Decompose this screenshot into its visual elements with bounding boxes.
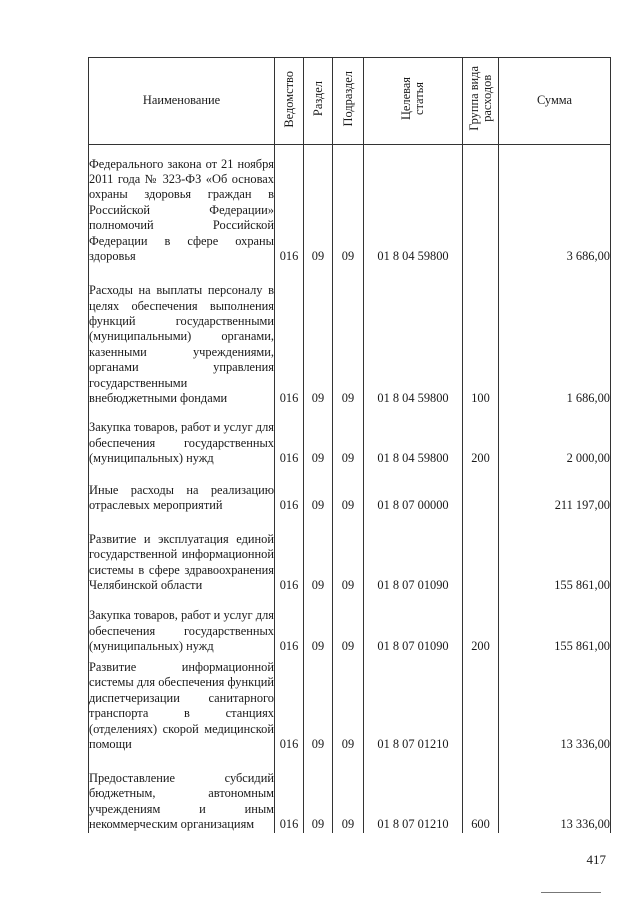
row-dept: 016 [275,514,304,594]
row-dept: 016 [275,753,304,833]
header-name: Наименование [89,58,275,145]
row-name: Закупка товаров, работ и услуг для обеспечения государственных (муниципальных) нужд [89,407,275,467]
row-name: Расходы на выплаты персоналу в целях обеспечения выполнения функций государственными (муниципальными) органами, казенными учреждениями, органами управления государственными внебюджетными фондами [89,265,275,407]
row-dept: 016 [275,655,304,753]
row-subsection: 09 [333,514,364,594]
row-section: 09 [304,594,333,655]
row-section: 09 [304,145,333,265]
table-row [89,655,611,753]
row-expense-type: 200 [463,594,499,655]
row-subsection: 09 [333,145,364,265]
row-subsection: 09 [333,594,364,655]
footer-rule [541,892,601,893]
row-target: 01 8 04 59800 [364,407,463,467]
row-amount: 1 686,00 [499,265,611,407]
row-target: 01 8 04 59800 [364,145,463,265]
row-subsection: 09 [333,407,364,467]
row-subsection: 09 [333,753,364,833]
row-name: Развитие информационной системы для обеспечения функций диспетчеризации санитарного транспорта в станциях (отделениях) скорой медицинской помощи [89,655,275,753]
table-row [89,514,611,594]
row-target: 01 8 07 01090 [364,594,463,655]
row-expense-type [463,145,499,265]
table-row [89,594,611,655]
header-target: Целевая статья [364,58,463,145]
row-dept: 016 [275,265,304,407]
row-target: 01 8 07 01210 [364,655,463,753]
row-section: 09 [304,753,333,833]
row-expense-type: 600 [463,753,499,833]
page-number: 417 [586,852,606,867]
row-section: 09 [304,467,333,514]
row-target: 01 8 07 01210 [364,753,463,833]
row-expense-type: 100 [463,265,499,407]
row-amount: 2 000,00 [499,407,611,467]
table-row [89,265,611,407]
row-dept: 016 [275,145,304,265]
row-section: 09 [304,265,333,407]
table-row [89,407,611,467]
row-target: 01 8 07 01090 [364,514,463,594]
row-target: 01 8 07 00000 [364,467,463,514]
table-row [89,145,611,265]
header-amount: Сумма [499,58,611,145]
row-target: 01 8 04 59800 [364,265,463,407]
row-amount: 13 336,00 [499,753,611,833]
row-dept: 016 [275,594,304,655]
budget-table [88,57,611,833]
row-expense-type [463,655,499,753]
row-section: 09 [304,655,333,753]
row-name: Иные расходы на реализацию отраслевых мероприятий [89,467,275,514]
row-expense-type [463,467,499,514]
row-name: Предоставление субсидий бюджетным, автономным учреждениям и иным некоммерческим организациям [89,753,275,833]
row-name: Развитие и эксплуатация единой государственной информационной системы в сфере здравоохранения Челябинской области [89,514,275,594]
table-header-row [89,58,611,145]
row-section: 09 [304,514,333,594]
row-amount: 3 686,00 [499,145,611,265]
row-section: 09 [304,407,333,467]
row-amount: 211 197,00 [499,467,611,514]
table-row [89,753,611,833]
header-expense-type: Группа вида расходов [463,58,499,145]
row-amount: 13 336,00 [499,655,611,753]
row-expense-type [463,514,499,594]
table-row [89,467,611,514]
row-dept: 016 [275,407,304,467]
header-subsection: Подраздел [333,58,364,145]
row-amount: 155 861,00 [499,594,611,655]
row-amount: 155 861,00 [499,514,611,594]
row-name: Федерального закона от 21 ноября 2011 года № 323-ФЗ «Об основах охраны здоровья граждан в Российской Федерации» полномочий Российской Федерации в сфере охраны здоровья [89,145,275,265]
row-subsection: 09 [333,265,364,407]
header-department: Ведомство [275,58,304,145]
row-dept: 016 [275,467,304,514]
row-subsection: 09 [333,655,364,753]
row-name: Закупка товаров, работ и услуг для обеспечения государственных (муниципальных) нужд [89,594,275,655]
row-expense-type: 200 [463,407,499,467]
header-section: Раздел [304,58,333,145]
row-subsection: 09 [333,467,364,514]
